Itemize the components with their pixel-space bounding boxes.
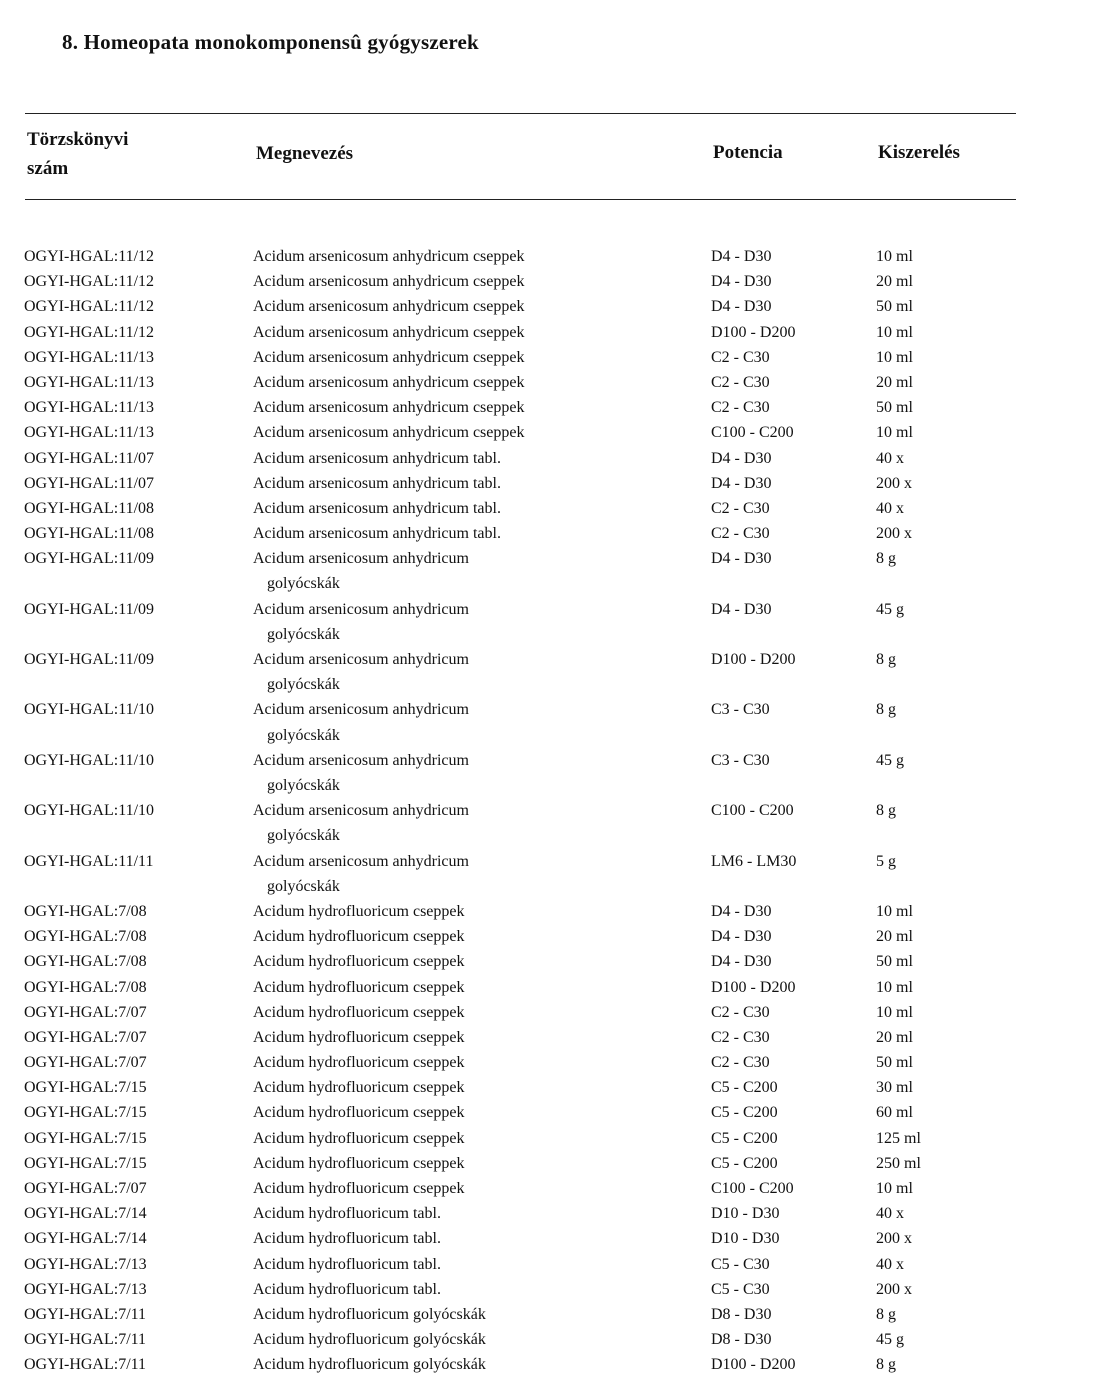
- packaging-cell: 50 ml: [876, 953, 913, 971]
- packaging-cell: 200 x: [876, 1230, 912, 1248]
- table-row: [0, 320, 1093, 345]
- product-name-line1: Acidum hydrofluoricum tabl.: [253, 1230, 441, 1248]
- packaging-cell: 20 ml: [876, 373, 913, 391]
- packaging-cell: 8 g: [876, 802, 896, 820]
- potency-cell: C2 - C30: [711, 1028, 770, 1046]
- packaging-cell: 40 x: [876, 1205, 904, 1223]
- table-row: [0, 420, 1093, 445]
- packaging-cell: 45 g: [876, 600, 904, 618]
- product-name-line1: Acidum arsenicosum anhydricum: [253, 802, 469, 820]
- product-name-line1: Acidum arsenicosum anhydricum: [253, 751, 469, 769]
- product-name-line1: Acidum arsenicosum anhydricum cseppek: [253, 424, 525, 442]
- packaging-cell: 10 ml: [876, 1180, 913, 1198]
- potency-cell: D4 - D30: [711, 953, 772, 971]
- table-row: [0, 1100, 1093, 1125]
- potency-cell: D8 - D30: [711, 1305, 772, 1323]
- product-name-cell: [253, 924, 465, 949]
- table-row: [0, 1201, 1093, 1226]
- product-name-line1: Acidum arsenicosum anhydricum cseppek: [253, 348, 525, 366]
- product-name-cell: [253, 395, 524, 420]
- table-row: [0, 521, 1093, 546]
- registration-number-cell: OGYI-HGAL:11/09: [24, 651, 155, 669]
- packaging-cell: 8 g: [876, 651, 896, 669]
- registration-number-cell: OGYI-HGAL:11/13: [24, 424, 155, 442]
- table-row: [0, 697, 1093, 747]
- table-row: [0, 1126, 1093, 1151]
- packaging-cell: 20 ml: [876, 1028, 913, 1046]
- table-row: [0, 647, 1093, 697]
- product-name-line1: Acidum hydrofluoricum cseppek: [253, 1180, 465, 1198]
- product-name-line2: golyócskák: [267, 625, 340, 643]
- column-header-potency: Potencia: [713, 142, 783, 163]
- product-name-line1: Acidum hydrofluoricum cseppek: [253, 1129, 465, 1147]
- product-name-cell: [253, 1050, 465, 1075]
- registration-number-cell: OGYI-HGAL:7/07: [24, 1054, 147, 1072]
- registration-number-cell: OGYI-HGAL:11/12: [24, 273, 155, 291]
- table-row: [0, 395, 1093, 420]
- potency-cell: D100 - D200: [711, 1356, 796, 1374]
- potency-cell: D4 - D30: [711, 550, 772, 568]
- product-name-cell: [253, 1201, 441, 1226]
- potency-cell: D4 - D30: [711, 474, 772, 492]
- product-name-line1: Acidum arsenicosum anhydricum tabl.: [253, 499, 501, 517]
- product-name-cell: [253, 1000, 465, 1025]
- registration-number-cell: OGYI-HGAL:11/09: [24, 600, 155, 618]
- packaging-cell: 20 ml: [876, 273, 913, 291]
- packaging-cell: 30 ml: [876, 1079, 913, 1097]
- table-row: [0, 1327, 1093, 1352]
- product-name-cell: [253, 1151, 465, 1176]
- packaging-cell: 10 ml: [876, 1003, 913, 1021]
- potency-cell: C100 - C200: [711, 1180, 794, 1198]
- column-header-registration-line2: szám: [27, 158, 69, 179]
- packaging-cell: 50 ml: [876, 399, 913, 417]
- table-row: [0, 1075, 1093, 1100]
- product-name-cell: [253, 370, 524, 395]
- potency-cell: C5 - C200: [711, 1079, 778, 1097]
- table-row: [0, 1176, 1093, 1201]
- potency-cell: C5 - C30: [711, 1280, 770, 1298]
- packaging-cell: 8 g: [876, 550, 896, 568]
- potency-cell: D8 - D30: [711, 1331, 772, 1349]
- product-name-line1: Acidum arsenicosum anhydricum cseppek: [253, 298, 525, 316]
- table-row: [0, 269, 1093, 294]
- potency-cell: D4 - D30: [711, 902, 772, 920]
- table-row: [0, 597, 1093, 647]
- table-row: [0, 1050, 1093, 1075]
- table-row: [0, 1252, 1093, 1277]
- registration-number-cell: OGYI-HGAL:7/08: [24, 953, 147, 971]
- product-name-line1: Acidum hydrofluoricum golyócskák: [253, 1331, 486, 1349]
- registration-number-cell: OGYI-HGAL:7/08: [24, 928, 147, 946]
- potency-cell: C3 - C30: [711, 751, 770, 769]
- product-name-line1: Acidum arsenicosum anhydricum tabl.: [253, 449, 501, 467]
- table-row: [0, 1151, 1093, 1176]
- packaging-cell: 60 ml: [876, 1104, 913, 1122]
- product-name-cell: [253, 1352, 486, 1377]
- product-name-cell: [253, 748, 469, 798]
- packaging-cell: 10 ml: [876, 424, 913, 442]
- product-name-line1: Acidum hydrofluoricum cseppek: [253, 928, 465, 946]
- packaging-cell: 8 g: [876, 1305, 896, 1323]
- table-row: [0, 1025, 1093, 1050]
- potency-cell: C2 - C30: [711, 348, 770, 366]
- table-row: [0, 546, 1093, 596]
- registration-number-cell: OGYI-HGAL:7/14: [24, 1205, 147, 1223]
- product-name-line1: Acidum hydrofluoricum golyócskák: [253, 1356, 486, 1374]
- potency-cell: C2 - C30: [711, 373, 770, 391]
- potency-cell: C100 - C200: [711, 424, 794, 442]
- packaging-cell: 5 g: [876, 852, 896, 870]
- product-name-cell: [253, 471, 501, 496]
- table-row: [0, 849, 1093, 899]
- registration-number-cell: OGYI-HGAL:11/07: [24, 474, 155, 492]
- product-name-cell: [253, 345, 524, 370]
- product-name-line2: golyócskák: [267, 676, 340, 694]
- packaging-cell: 8 g: [876, 701, 896, 719]
- product-name-cell: [253, 546, 469, 596]
- table-row: [0, 949, 1093, 974]
- product-name-line1: Acidum hydrofluoricum cseppek: [253, 1054, 465, 1072]
- table-row: [0, 798, 1093, 848]
- product-name-line1: Acidum hydrofluoricum cseppek: [253, 1003, 465, 1021]
- product-name-cell: [253, 899, 465, 924]
- column-header-registration-line1: Törzskönyvi: [27, 129, 129, 150]
- registration-number-cell: OGYI-HGAL:7/15: [24, 1154, 147, 1172]
- registration-number-cell: OGYI-HGAL:7/08: [24, 902, 147, 920]
- product-name-line1: Acidum arsenicosum anhydricum: [253, 701, 469, 719]
- product-name-cell: [253, 1176, 465, 1201]
- registration-number-cell: OGYI-HGAL:11/10: [24, 802, 155, 820]
- packaging-cell: 40 x: [876, 449, 904, 467]
- column-header-registration-number: [27, 125, 128, 183]
- product-name-cell: [253, 849, 469, 899]
- product-name-line2: golyócskák: [267, 726, 340, 744]
- potency-cell: C3 - C30: [711, 701, 770, 719]
- product-name-line1: Acidum hydrofluoricum cseppek: [253, 1028, 465, 1046]
- product-name-line1: Acidum hydrofluoricum tabl.: [253, 1280, 441, 1298]
- product-name-line1: Acidum arsenicosum anhydricum: [253, 651, 469, 669]
- packaging-cell: 50 ml: [876, 1054, 913, 1072]
- registration-number-cell: OGYI-HGAL:11/12: [24, 248, 155, 265]
- table-row: [0, 1277, 1093, 1302]
- product-name-line1: Acidum hydrofluoricum tabl.: [253, 1205, 441, 1223]
- product-name-cell: [253, 597, 469, 647]
- product-name-line1: Acidum hydrofluoricum tabl.: [253, 1255, 441, 1273]
- table-row: [0, 446, 1093, 471]
- table-row: [0, 370, 1093, 395]
- product-name-cell: [253, 269, 524, 294]
- product-name-cell: [253, 975, 465, 1000]
- potency-cell: D100 - D200: [711, 323, 796, 341]
- table-row: [0, 496, 1093, 521]
- product-name-line1: Acidum arsenicosum anhydricum: [253, 852, 469, 870]
- table-row: [0, 924, 1093, 949]
- registration-number-cell: OGYI-HGAL:11/13: [24, 373, 155, 391]
- potency-cell: D4 - D30: [711, 273, 772, 291]
- potency-cell: D10 - D30: [711, 1205, 780, 1223]
- potency-cell: C5 - C30: [711, 1255, 770, 1273]
- product-name-cell: [253, 1126, 465, 1151]
- product-name-line1: Acidum hydrofluoricum cseppek: [253, 1154, 465, 1172]
- product-name-cell: [253, 1075, 465, 1100]
- table-row: [0, 294, 1093, 319]
- registration-number-cell: OGYI-HGAL:11/10: [24, 701, 155, 719]
- product-name-line2: golyócskák: [267, 777, 340, 795]
- potency-cell: C2 - C30: [711, 399, 770, 417]
- product-name-cell: [253, 647, 469, 697]
- registration-number-cell: OGYI-HGAL:11/12: [24, 323, 155, 341]
- product-name-cell: [253, 294, 524, 319]
- product-name-cell: [253, 697, 469, 747]
- product-name-cell: [253, 521, 501, 546]
- product-name-line1: Acidum hydrofluoricum golyócskák: [253, 1305, 486, 1323]
- table-row: [0, 1226, 1093, 1251]
- product-name-line1: Acidum arsenicosum anhydricum cseppek: [253, 323, 525, 341]
- registration-number-cell: OGYI-HGAL:7/14: [24, 1230, 147, 1248]
- registration-number-cell: OGYI-HGAL:11/11: [24, 852, 154, 870]
- product-name-line1: Acidum hydrofluoricum cseppek: [253, 953, 465, 971]
- table-row: [0, 1302, 1093, 1327]
- packaging-cell: 50 ml: [876, 298, 913, 316]
- column-header-packaging: Kiszerelés: [878, 142, 960, 163]
- product-name-line1: Acidum hydrofluoricum cseppek: [253, 902, 465, 920]
- registration-number-cell: OGYI-HGAL:11/08: [24, 525, 155, 543]
- product-name-line2: golyócskák: [267, 877, 340, 895]
- registration-number-cell: OGYI-HGAL:7/15: [24, 1129, 147, 1147]
- packaging-cell: 10 ml: [876, 248, 913, 265]
- packaging-cell: 8 g: [876, 1356, 896, 1374]
- packaging-cell: 45 g: [876, 751, 904, 769]
- potency-cell: D4 - D30: [711, 449, 772, 467]
- packaging-cell: 40 x: [876, 1255, 904, 1273]
- product-name-line1: Acidum arsenicosum anhydricum: [253, 550, 469, 568]
- potency-cell: C100 - C200: [711, 802, 794, 820]
- registration-number-cell: OGYI-HGAL:7/07: [24, 1180, 147, 1198]
- registration-number-cell: OGYI-HGAL:7/15: [24, 1079, 147, 1097]
- registration-number-cell: OGYI-HGAL:7/11: [24, 1305, 147, 1323]
- packaging-cell: 20 ml: [876, 928, 913, 946]
- table-row: [0, 975, 1093, 1000]
- table-row: [0, 899, 1093, 924]
- packaging-cell: 40 x: [876, 499, 904, 517]
- registration-number-cell: OGYI-HGAL:7/11: [24, 1331, 147, 1349]
- product-name-line1: Acidum hydrofluoricum cseppek: [253, 1104, 465, 1122]
- product-name-cell: [253, 1226, 441, 1251]
- product-name-cell: [253, 1252, 441, 1277]
- potency-cell: C2 - C30: [711, 1054, 770, 1072]
- product-name-cell: [253, 1327, 486, 1352]
- registration-number-cell: OGYI-HGAL:11/13: [24, 399, 155, 417]
- packaging-cell: 200 x: [876, 525, 912, 543]
- packaging-cell: 250 ml: [876, 1154, 921, 1172]
- packaging-cell: 10 ml: [876, 978, 913, 996]
- product-name-line1: Acidum arsenicosum anhydricum tabl.: [253, 525, 501, 543]
- table-row: [0, 244, 1093, 269]
- potency-cell: C5 - C200: [711, 1104, 778, 1122]
- potency-cell: D100 - D200: [711, 978, 796, 996]
- potency-cell: C2 - C30: [711, 499, 770, 517]
- potency-cell: D10 - D30: [711, 1230, 780, 1248]
- product-name-line1: Acidum hydrofluoricum cseppek: [253, 1079, 465, 1097]
- registration-number-cell: OGYI-HGAL:11/13: [24, 348, 155, 366]
- potency-cell: D100 - D200: [711, 651, 796, 669]
- product-name-line1: Acidum arsenicosum anhydricum cseppek: [253, 373, 525, 391]
- potency-cell: D4 - D30: [711, 248, 772, 265]
- product-name-cell: [253, 244, 524, 269]
- potency-cell: D4 - D30: [711, 928, 772, 946]
- potency-cell: C5 - C200: [711, 1129, 778, 1147]
- registration-number-cell: OGYI-HGAL:11/09: [24, 550, 155, 568]
- table-row: [0, 1352, 1093, 1377]
- potency-cell: D4 - D30: [711, 298, 772, 316]
- potency-cell: LM6 - LM30: [711, 852, 797, 870]
- registration-number-cell: OGYI-HGAL:7/13: [24, 1255, 147, 1273]
- packaging-cell: 45 g: [876, 1331, 904, 1349]
- product-name-cell: [253, 1277, 441, 1302]
- header-top-rule: [25, 113, 1016, 114]
- column-header-name: Megnevezés: [256, 143, 354, 164]
- product-name-cell: [253, 798, 469, 848]
- product-name-cell: [253, 420, 524, 445]
- registration-number-cell: OGYI-HGAL:7/07: [24, 1028, 147, 1046]
- potency-cell: C2 - C30: [711, 1003, 770, 1021]
- product-name-cell: [253, 320, 524, 345]
- product-name-line1: Acidum arsenicosum anhydricum: [253, 600, 469, 618]
- potency-cell: C2 - C30: [711, 525, 770, 543]
- header-bottom-rule: [25, 199, 1016, 200]
- table-row: [0, 345, 1093, 370]
- packaging-cell: 10 ml: [876, 323, 913, 341]
- product-name-line1: Acidum hydrofluoricum cseppek: [253, 978, 465, 996]
- registration-number-cell: OGYI-HGAL:7/13: [24, 1280, 147, 1298]
- registration-number-cell: OGYI-HGAL:11/08: [24, 499, 155, 517]
- product-name-line2: golyócskák: [267, 827, 340, 845]
- potency-cell: D4 - D30: [711, 600, 772, 618]
- product-name-cell: [253, 496, 501, 521]
- product-name-cell: [253, 1025, 465, 1050]
- product-name-cell: [253, 1302, 486, 1327]
- product-name-line1: Acidum arsenicosum anhydricum cseppek: [253, 273, 525, 291]
- registration-number-cell: OGYI-HGAL:7/08: [24, 978, 147, 996]
- product-name-cell: [253, 949, 465, 974]
- packaging-cell: 200 x: [876, 1280, 912, 1298]
- packaging-cell: 10 ml: [876, 348, 913, 366]
- registration-number-cell: OGYI-HGAL:11/10: [24, 751, 155, 769]
- packaging-cell: 200 x: [876, 474, 912, 492]
- registration-number-cell: OGYI-HGAL:7/15: [24, 1104, 147, 1122]
- table-row: [0, 748, 1093, 798]
- product-name-line1: Acidum arsenicosum anhydricum cseppek: [253, 248, 525, 265]
- product-name-line2: golyócskák: [267, 575, 340, 593]
- table-row: [0, 1000, 1093, 1025]
- registration-number-cell: OGYI-HGAL:7/11: [24, 1356, 147, 1374]
- potency-cell: C5 - C200: [711, 1154, 778, 1172]
- registration-number-cell: OGYI-HGAL:11/07: [24, 449, 155, 467]
- table-body: [0, 244, 1093, 1378]
- registration-number-cell: OGYI-HGAL:7/07: [24, 1003, 147, 1021]
- packaging-cell: 10 ml: [876, 902, 913, 920]
- product-name-line1: Acidum arsenicosum anhydricum tabl.: [253, 474, 501, 492]
- product-name-cell: [253, 446, 501, 471]
- product-name-cell: [253, 1100, 465, 1125]
- packaging-cell: 125 ml: [876, 1129, 921, 1147]
- table-row: [0, 471, 1093, 496]
- page-title: 8. Homeopata monokomponensû gyógyszerek: [62, 30, 479, 54]
- registration-number-cell: OGYI-HGAL:11/12: [24, 298, 155, 316]
- product-name-line1: Acidum arsenicosum anhydricum cseppek: [253, 399, 525, 417]
